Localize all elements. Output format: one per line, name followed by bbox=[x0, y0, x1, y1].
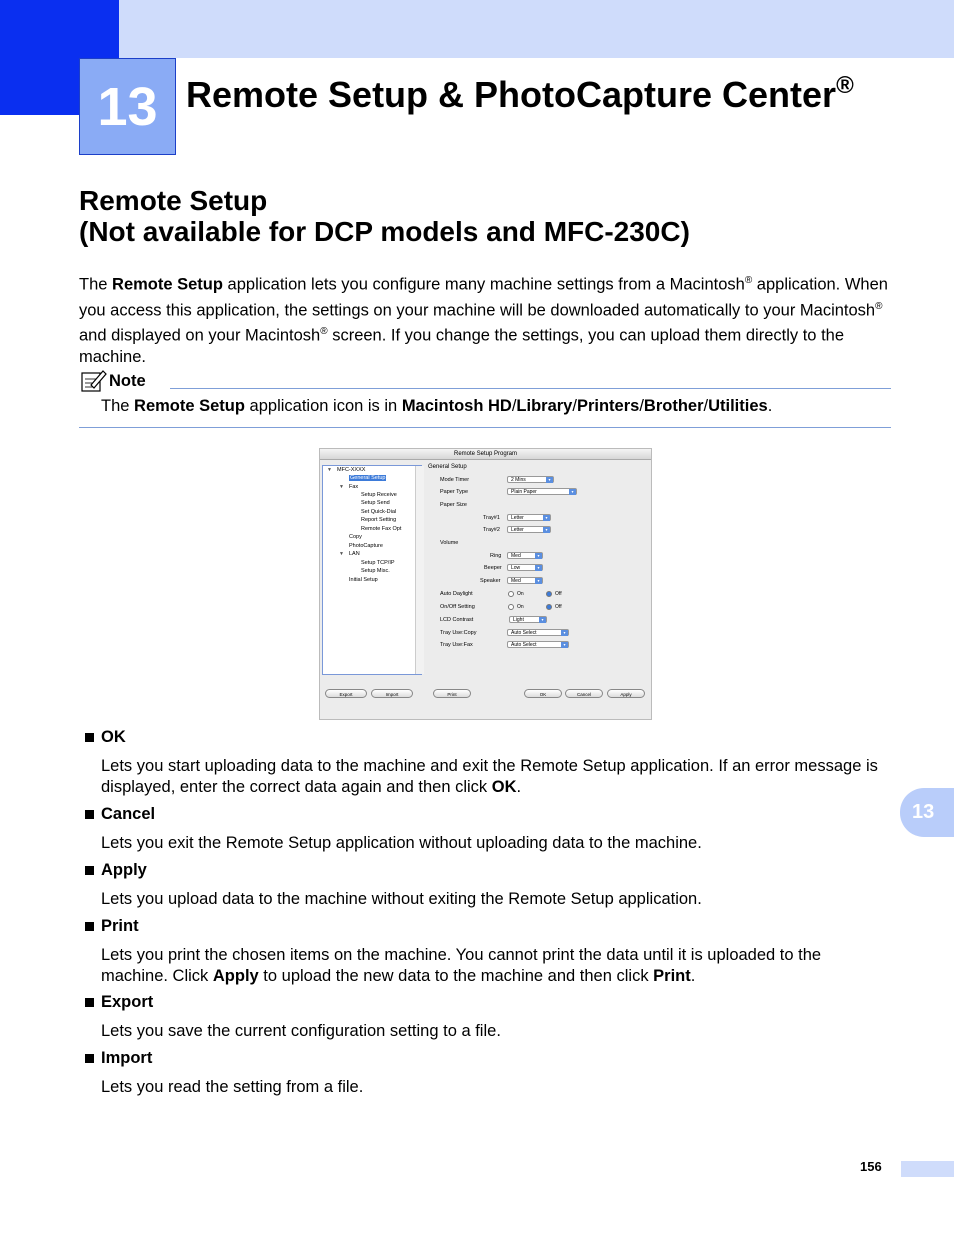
panel-title: General Setup bbox=[428, 464, 467, 470]
label-paper-size: Paper Size bbox=[440, 502, 467, 508]
window-title: Remote Setup Program bbox=[320, 449, 651, 460]
label-mode-timer: Mode Timer bbox=[440, 477, 470, 483]
tree-item[interactable]: Setup Send bbox=[361, 500, 390, 506]
section-title: Remote Setup (Not available for DCP models and MFC-230C) bbox=[79, 185, 690, 247]
expand-triangle-icon: ▼ bbox=[339, 484, 344, 490]
tray-use-copy-select[interactable]: Auto Select ▾ bbox=[507, 629, 569, 636]
item-heading-cancel: Cancel bbox=[85, 805, 155, 824]
bullet-icon bbox=[85, 733, 94, 742]
apply-button[interactable]: Apply bbox=[607, 689, 645, 698]
tree-item-selected[interactable]: General Setup bbox=[350, 475, 386, 481]
item-desc-import: Lets you read the setting from a file. bbox=[101, 1078, 364, 1096]
item-desc-apply: Lets you upload data to the machine without exiting the Remote Setup application. bbox=[101, 890, 702, 908]
import-button[interactable]: Import bbox=[371, 689, 413, 698]
label-tray-use-copy: Tray Use:Copy bbox=[440, 630, 477, 636]
label-speaker: Speaker bbox=[480, 578, 501, 584]
label-volume: Volume bbox=[440, 540, 459, 546]
note-bottom-divider bbox=[79, 427, 891, 428]
bullet-icon bbox=[85, 810, 94, 819]
settings-tree bbox=[322, 465, 422, 675]
label-lcd-contrast: LCD Contrast bbox=[440, 617, 474, 623]
select-arrow-icon: ▾ bbox=[543, 527, 550, 533]
note-text: The Remote Setup application icon is in Macintosh HD/Library/Printers/Brother/Utilities. bbox=[101, 397, 773, 415]
daylight-on-radio[interactable] bbox=[508, 591, 514, 597]
label-tray2: Tray#2 bbox=[483, 527, 500, 533]
tray2-select[interactable]: Letter ▾ bbox=[507, 526, 551, 533]
bullet-icon bbox=[85, 998, 94, 1007]
note-heading bbox=[79, 369, 146, 393]
onoff-on-radio[interactable] bbox=[508, 604, 514, 610]
ok-button[interactable]: OK bbox=[524, 689, 562, 698]
tree-item[interactable]: Report Setting bbox=[361, 517, 397, 523]
intro-paragraph: The Remote Setup application lets you configure many machine settings from a Macintosh® application. When you access this application, the settings on your machine will be downloaded automatically to your Macintosh® and displayed on your Macintosh® screen. If you change the settings, you can upload them directly to the machine. bbox=[79, 275, 888, 366]
expand-triangle-icon: ▼ bbox=[339, 551, 344, 557]
select-arrow-icon: ▾ bbox=[535, 553, 542, 559]
label-tray1: Tray#1 bbox=[483, 515, 500, 521]
radio-label: On bbox=[517, 591, 524, 597]
tree-item[interactable]: Setup TCP/IP bbox=[361, 560, 395, 566]
tree-scrollbar[interactable] bbox=[415, 466, 424, 674]
item-desc-export: Lets you save the current configuration setting to a file. bbox=[101, 1022, 501, 1040]
speaker-select[interactable]: Med ▾ bbox=[507, 577, 543, 584]
tree-item[interactable]: Remote Fax Opt bbox=[361, 526, 402, 532]
tree-item[interactable]: LAN bbox=[349, 551, 360, 557]
onoff-off-radio[interactable] bbox=[546, 604, 552, 610]
item-desc-ok: Lets you start uploading data to the machine and exit the Remote Setup application. If an error message is displayed, enter the correct data again and then click OK. bbox=[101, 757, 878, 796]
select-arrow-icon: ▾ bbox=[569, 489, 576, 495]
item-heading-import: Import bbox=[85, 1049, 152, 1068]
select-arrow-icon: ▾ bbox=[561, 642, 568, 648]
bullet-icon bbox=[85, 922, 94, 931]
tree-item[interactable]: MFC-XXXX bbox=[337, 467, 366, 473]
tree-item[interactable]: PhotoCapture bbox=[349, 543, 383, 549]
chapter-side-tab: 13 bbox=[900, 788, 954, 837]
tree-item[interactable]: Copy bbox=[349, 534, 362, 540]
footer-band bbox=[901, 1161, 954, 1177]
tree-item[interactable]: Setup Receive bbox=[361, 492, 397, 498]
select-arrow-icon: ▾ bbox=[561, 630, 568, 636]
expand-triangle-icon: ▼ bbox=[327, 467, 332, 473]
tray-use-fax-select[interactable]: Auto Select ▾ bbox=[507, 641, 569, 648]
item-heading-apply: Apply bbox=[85, 861, 147, 880]
label-tray-use-fax: Tray Use:Fax bbox=[440, 642, 473, 648]
tree-item[interactable]: Setup Misc. bbox=[361, 568, 390, 574]
select-arrow-icon: ▾ bbox=[546, 477, 553, 483]
item-heading-ok: OK bbox=[85, 728, 126, 747]
chapter-number-box: 13 bbox=[79, 58, 176, 155]
ring-select[interactable]: Med ▾ bbox=[507, 552, 543, 559]
radio-label: Off bbox=[555, 604, 562, 610]
note-pencil-icon bbox=[79, 369, 107, 393]
remote-setup-screenshot bbox=[319, 448, 652, 720]
chapter-title: Remote Setup & PhotoCapture Center® bbox=[186, 72, 854, 115]
label-beeper: Beeper bbox=[484, 565, 502, 571]
paper-type-select[interactable]: Plain Paper ▾ bbox=[507, 488, 577, 495]
tray1-select[interactable]: Letter ▾ bbox=[507, 514, 551, 521]
export-button[interactable]: Export bbox=[325, 689, 367, 698]
note-divider bbox=[170, 388, 891, 389]
note-label: Note bbox=[109, 371, 146, 390]
select-arrow-icon: ▾ bbox=[535, 578, 542, 584]
beeper-select[interactable]: Low ▾ bbox=[507, 564, 543, 571]
page-number: 156 bbox=[860, 1159, 882, 1174]
item-desc-print: Lets you print the chosen items on the machine. You cannot print the data until it is uploaded to the machine. Click Apply to upload the new data to the machine and then click Print. bbox=[101, 946, 822, 985]
item-desc-cancel: Lets you exit the Remote Setup application without uploading data to the machine. bbox=[101, 834, 702, 852]
item-heading-print: Print bbox=[85, 917, 139, 936]
label-auto-daylight: Auto Daylight bbox=[440, 591, 473, 597]
select-arrow-icon: ▾ bbox=[535, 565, 542, 571]
daylight-off-radio[interactable] bbox=[546, 591, 552, 597]
bullet-icon bbox=[85, 866, 94, 875]
label-onoff-setting: On/Off Setting bbox=[440, 604, 475, 610]
tree-item[interactable]: Fax bbox=[349, 484, 359, 490]
label-ring: Ring bbox=[490, 553, 502, 559]
radio-label: Off bbox=[555, 591, 562, 597]
label-paper-type: Paper Type bbox=[440, 489, 469, 495]
radio-label: On bbox=[517, 604, 524, 610]
tree-item[interactable]: Initial Setup bbox=[349, 577, 378, 583]
select-arrow-icon: ▾ bbox=[539, 617, 546, 623]
print-button[interactable]: Print bbox=[433, 689, 471, 698]
lcd-contrast-select[interactable]: Light ▾ bbox=[509, 616, 547, 623]
bullet-icon bbox=[85, 1054, 94, 1063]
mode-timer-select[interactable]: 2 Mins ▾ bbox=[507, 476, 554, 483]
item-heading-export: Export bbox=[85, 993, 153, 1012]
cancel-button[interactable]: Cancel bbox=[565, 689, 603, 698]
tree-item[interactable]: Set Quick-Dial bbox=[361, 509, 397, 515]
select-arrow-icon: ▾ bbox=[543, 515, 550, 521]
header-band bbox=[0, 0, 954, 58]
